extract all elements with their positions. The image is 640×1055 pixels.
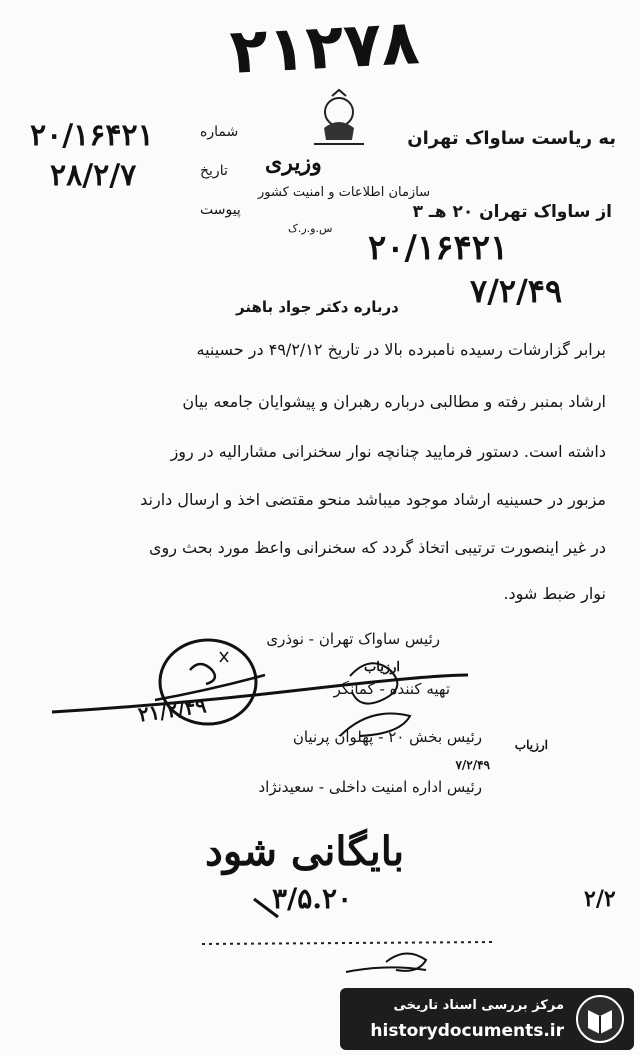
signature-scribble-icon xyxy=(50,640,470,760)
body-line: ارشاد بمنبر رفته و مطالبی درباره رهبران و پیشوایان جامعه بیان xyxy=(182,392,606,411)
letter-number-handwritten: ۲۰/۱۶۴۲۱ xyxy=(30,118,154,153)
footer-logo-title: مرکز بررسی اسناد تاریخی xyxy=(393,998,564,1013)
letter-date-handwritten: ۲۸/۲/۷ xyxy=(50,158,137,193)
dept-date-handwritten: ۷/۲/۴۹ xyxy=(455,758,490,772)
preparer-signature: ارزیاب xyxy=(364,660,400,675)
dept-head-line: رئیس اداره امنیت داخلی - سعیدنژاد xyxy=(258,778,482,796)
preparer-line: تهیه کننده - کمانگر xyxy=(333,680,450,698)
archive-note: بایگانی شود xyxy=(205,828,405,875)
ministry-line: وزیری xyxy=(265,150,322,176)
chief-signature-line: رئیس ساواک تهران - نوذری xyxy=(266,630,440,648)
footer-site-link[interactable]: historydocuments.ir xyxy=(370,1021,564,1041)
bottom-scribble-icon xyxy=(196,922,516,992)
section-note: ارزیاب xyxy=(514,738,548,752)
body-line: نوار ضبط شود. xyxy=(503,584,606,603)
date-label: تاریخ xyxy=(200,163,228,179)
subject-line: درباره دکتر جواد باهنر xyxy=(236,298,399,316)
archive-tick-icon xyxy=(252,895,282,921)
number-label: شماره xyxy=(200,124,239,140)
margin-fraction: ۲/۲ xyxy=(584,886,616,912)
lion-and-sun-emblem-icon xyxy=(304,88,374,148)
body-line: در غیر اینصورت ترتیبی اتخاذ گردد که سخنرانی واعظ مورد بحث روی xyxy=(148,538,606,557)
archive-number: ۳/۵.۲۰ xyxy=(272,882,353,915)
organization-code: س.و.ر.ک xyxy=(288,222,333,235)
section-chief-line: رئیس بخش ۲۰ - پهلوان پرنیان xyxy=(292,728,482,746)
footer-watermark xyxy=(340,988,634,1050)
mid-date-handwritten: ۷/۲/۴۹ xyxy=(470,272,563,310)
mid-number-handwritten: ۲۰/۱۶۴۲۱ xyxy=(368,228,509,268)
organization-name: سازمان اطلاعات و امنیت کشور xyxy=(258,185,431,200)
body-line: برابر گزارشات رسیده نامبرده بالا در تاریخ ۴۹/۲/۱۲ در حسینیه xyxy=(196,340,606,359)
document-number-stamp: ۲۱۲۷۸ xyxy=(228,5,421,88)
stamp-date-handwritten: ۲۱/۲/۴۹ xyxy=(136,693,208,727)
body-line: مزبور در حسینیه ارشاد موجود میباشد منحو مقتضی اخذ و ارسال دارند xyxy=(140,490,606,509)
body-line: داشته است. دستور فرمایید چنانچه نوار سخنرانی مشارالیه در روز xyxy=(170,442,606,461)
recipient-line: به ریاست ساواک تهران xyxy=(407,128,616,149)
from-line: از ساواک تهران ۲۰ هـ ۳ xyxy=(412,202,612,222)
archive-book-logo-icon xyxy=(574,994,626,1044)
attachment-label: پیوست xyxy=(200,202,241,218)
